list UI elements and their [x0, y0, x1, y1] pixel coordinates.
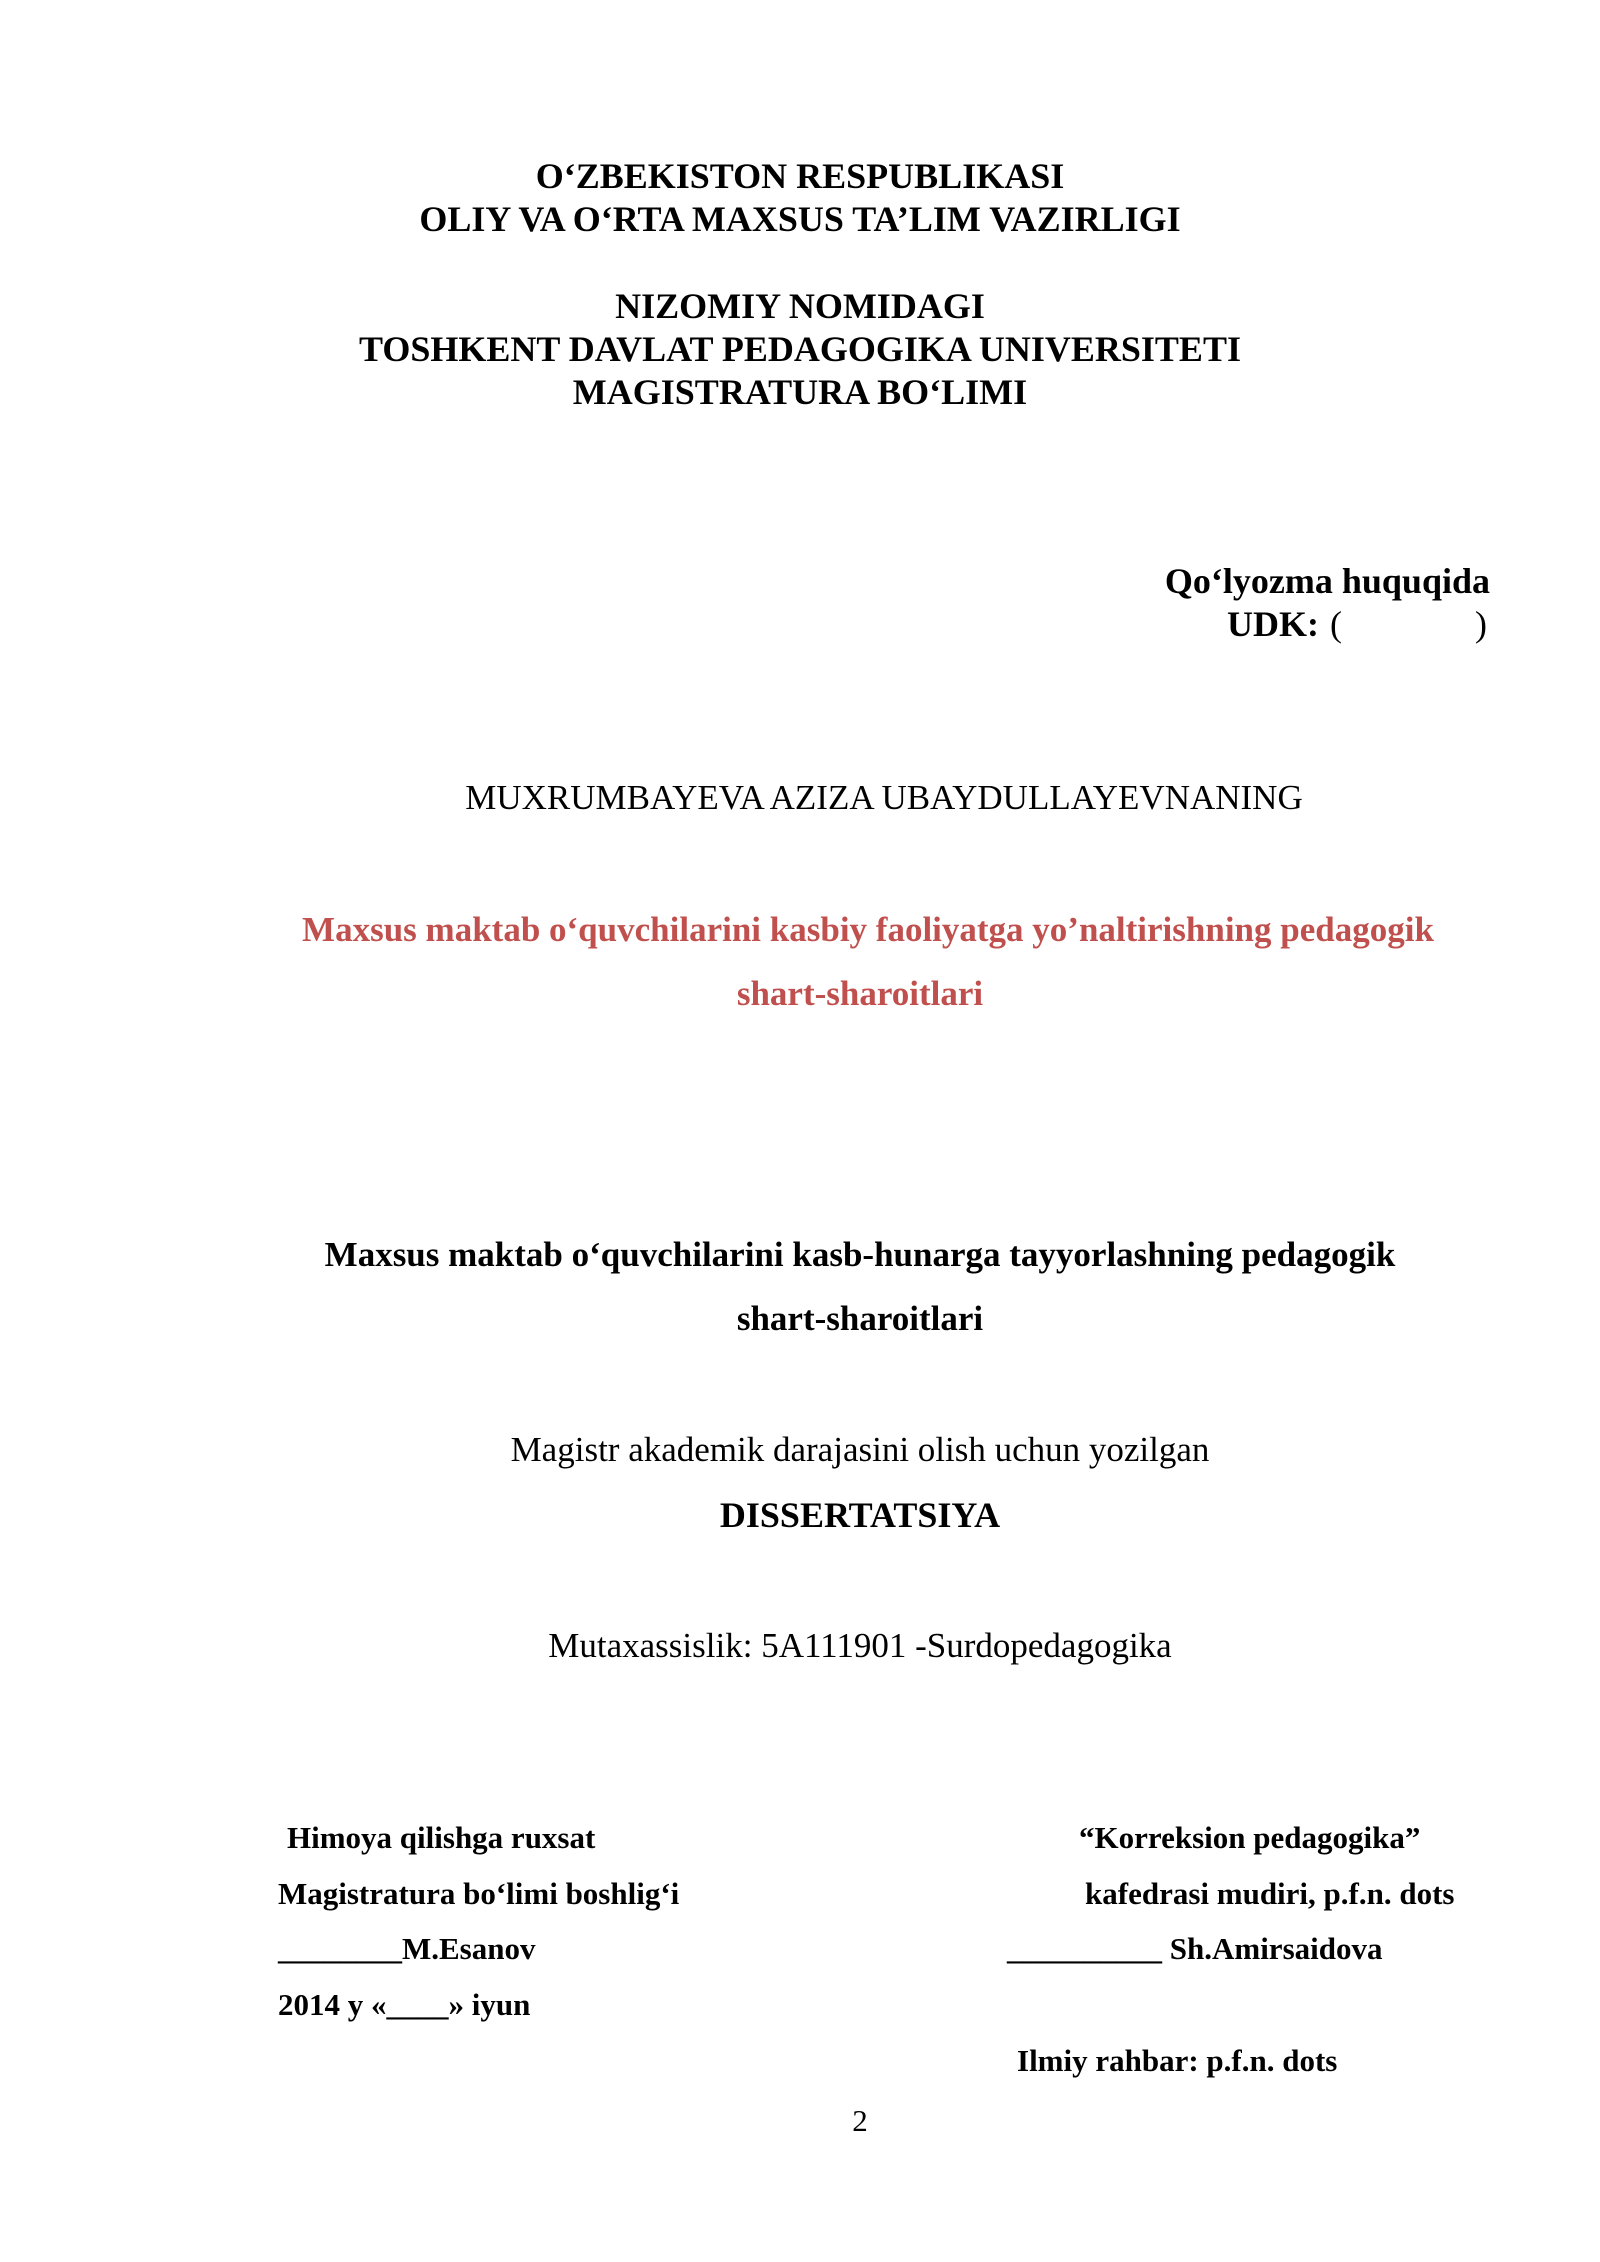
header-university: TOSHKENT DAVLAT PEDAGOGIKA UNIVERSITETI	[359, 329, 1241, 369]
header-department: MAGISTRATURA BO‘LIMI	[572, 372, 1028, 412]
approval-left-line-2: Magistratura bo‘limi boshlig‘i	[278, 1876, 680, 1911]
title-red-line-1: Maxsus maktab o‘quvchilarini kasbiy faoliyatga yo’naltirishning pedagogik	[302, 910, 1434, 949]
approval-left-date: 2014 y «____» iyun	[278, 1987, 531, 2022]
udk-close-paren: )	[1475, 604, 1487, 644]
title-main-line-1: Maxsus maktab o‘quvchilarini kasb-hunarga tayyorlashning pedagogik	[324, 1235, 1396, 1274]
header-ministry: OLIY VA O‘RTA MAXSUS TA’LIM VAZIRLIGI	[419, 199, 1181, 239]
udk-label: UDK:	[1227, 604, 1319, 644]
approval-left-signature: ________M.Esanov	[278, 1931, 536, 1966]
degree-purpose: Magistr akademik darajasini olish uchun yozilgan	[510, 1430, 1210, 1469]
header-named-after: NIZOMIY NOMIDAGI	[615, 286, 985, 326]
manuscript-rights: Qo‘lyozma huquqida	[1164, 561, 1490, 601]
title-red-line-2: shart-sharoitlari	[736, 974, 984, 1013]
supervisor-line: Ilmiy rahbar: p.f.n. dots	[1017, 2043, 1338, 2078]
approval-right-line-1: “Korreksion pedagogika”	[1079, 1820, 1421, 1855]
document-type: DISSERTATSIYA	[719, 1495, 1001, 1535]
author-name: MUXRUMBAYEVA AZIZA UBAYDULLAYEVNANING	[465, 778, 1303, 817]
header-country: O‘ZBEKISTON RESPUBLIKASI	[535, 156, 1065, 196]
title-main-line-2: shart-sharoitlari	[736, 1299, 984, 1338]
udk-open-paren: (	[1330, 604, 1342, 644]
approval-left-line-1: Himoya qilishga ruxsat	[287, 1820, 596, 1855]
page-number: 2	[852, 2103, 868, 2138]
specialty: Mutaxassislik: 5A111901 -Surdopedagogika	[548, 1626, 1172, 1665]
approval-right-signature: __________ Sh.Amirsaidova	[1007, 1931, 1383, 1966]
approval-right-line-2: kafedrasi mudiri, p.f.n. dots	[1085, 1876, 1455, 1911]
